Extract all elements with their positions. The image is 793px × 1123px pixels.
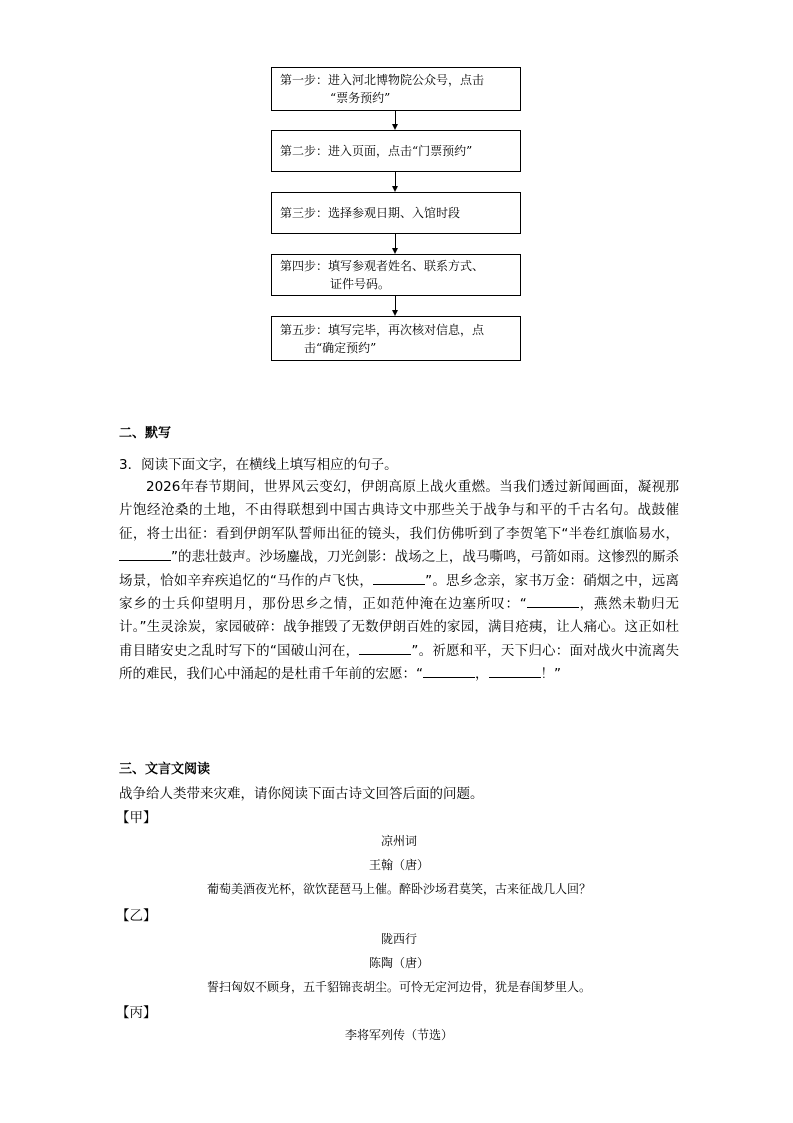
section-3-intro: 战争给人类带来灾难，请你阅读下面古诗文回答后面的问题。: [119, 786, 484, 802]
flowchart: [0, 0, 793, 380]
flow-step-1-line2: “票务预约”: [330, 91, 391, 105]
blank-2[interactable]: [373, 572, 425, 585]
flow-arrow-2: [395, 172, 397, 192]
section-3-heading: 三、文言文阅读: [119, 762, 211, 777]
passage-part-2: ”的悲壮鼓声。沙场鏖战，刀光剑影：战场之上，战马嘶鸣，弓箭如雨。这惨烈的厮杀场景，恰如辛弃疾追忆的“马作的卢飞快，: [119, 549, 679, 589]
flow-step-4-line1: 第四步：填写参观者姓名、联系方式、: [280, 259, 485, 273]
poem-jia-title: 凉州词: [380, 834, 417, 848]
passage-part-1: 2026年春节期间，世界风云变幻，伊朗高原上战火重燃。当我们透过新闻画面，凝视那片饱经沧桑的土地，不由得联想到中国古典诗文中那些关于战争与和平的千古名句。战鼓催征，将士出征：看到伊朗军队誓师出征的镜头，我们仿佛听到了李贺笔下“半卷红旗临易水，: [119, 479, 679, 542]
text-bing-title: 李将军列传（节选）: [344, 1028, 453, 1042]
flow-step-1-line1: 第一步：进入河北博物院公众号，点击: [280, 73, 485, 87]
flow-arrow-4: [395, 296, 397, 316]
flow-step-3-line1: 第三步：选择参观日期、入馆时段: [280, 206, 461, 220]
flow-arrow-1: [395, 111, 397, 130]
blank-1[interactable]: [119, 548, 171, 561]
passage-part-7: ！”: [540, 666, 561, 683]
question-3-passage: [119, 476, 679, 687]
passage-part-6: ，: [475, 666, 489, 683]
section-2-heading: 二、默写: [119, 426, 172, 441]
flow-step-2-line1: 第二步：进入页面，点击“门票预约”: [280, 144, 473, 158]
passage-part-4: ，燕然未勒归无计。”生灵涂炭，家园破碎：战争摧毁了无数伊朗百姓的家园，满目疮痍，让人痛心。这正如杜甫目睹安史之乱时写下的“国破山河在，: [119, 596, 679, 659]
label-jia: 【甲】: [116, 810, 157, 826]
poem-jia-author: 王翰（唐）: [368, 858, 429, 872]
poem-yi-text: 誓扫匈奴不顾身，五千貂锦丧胡尘。可怜无定河边骨，犹是春闺梦里人。: [206, 980, 591, 994]
passage-part-5: ”。祈愿和平，天下归心：面对战火中流离失所的难民，我们心中涌起的是杜甫千年前的宏愿：“: [119, 642, 679, 683]
poem-jia-text: 葡萄美酒夜光杯，欲饮琵琶马上催。醉卧沙场君莫笑，古来征战几人回？: [206, 882, 591, 896]
blank-5[interactable]: [423, 665, 475, 678]
flow-step-5-line1: 第五步：填写完毕，再次核对信息，点: [280, 322, 485, 337]
flow-arrow-3: [395, 234, 397, 254]
poem-yi-title: 陇西行: [380, 932, 417, 946]
flow-step-1: [271, 67, 521, 111]
blank-4[interactable]: [359, 642, 411, 655]
passage-part-3: ”。思乡念亲，家书万金：硝烟之中，远离家乡的士兵仰望明月，那份思乡之情，正如范仲淹在边塞所叹：“: [119, 572, 679, 613]
flow-step-2: [271, 130, 521, 172]
flow-step-4-line2: 证件号码。: [330, 277, 391, 291]
blank-6[interactable]: [489, 665, 541, 678]
flow-step-3: [271, 192, 521, 234]
label-yi: 【乙】: [116, 908, 157, 924]
flow-step-5-line2: 击“确定预约”: [304, 340, 377, 355]
poem-yi-author: 陈陶（唐）: [368, 956, 429, 970]
flow-step-4: [271, 254, 521, 296]
question-3: 3．阅读下面文字，在横线上填写相应的句子。: [119, 457, 398, 473]
flow-step-5: [271, 316, 521, 361]
label-bing: 【丙】: [116, 1005, 157, 1021]
blank-3[interactable]: [527, 595, 579, 608]
